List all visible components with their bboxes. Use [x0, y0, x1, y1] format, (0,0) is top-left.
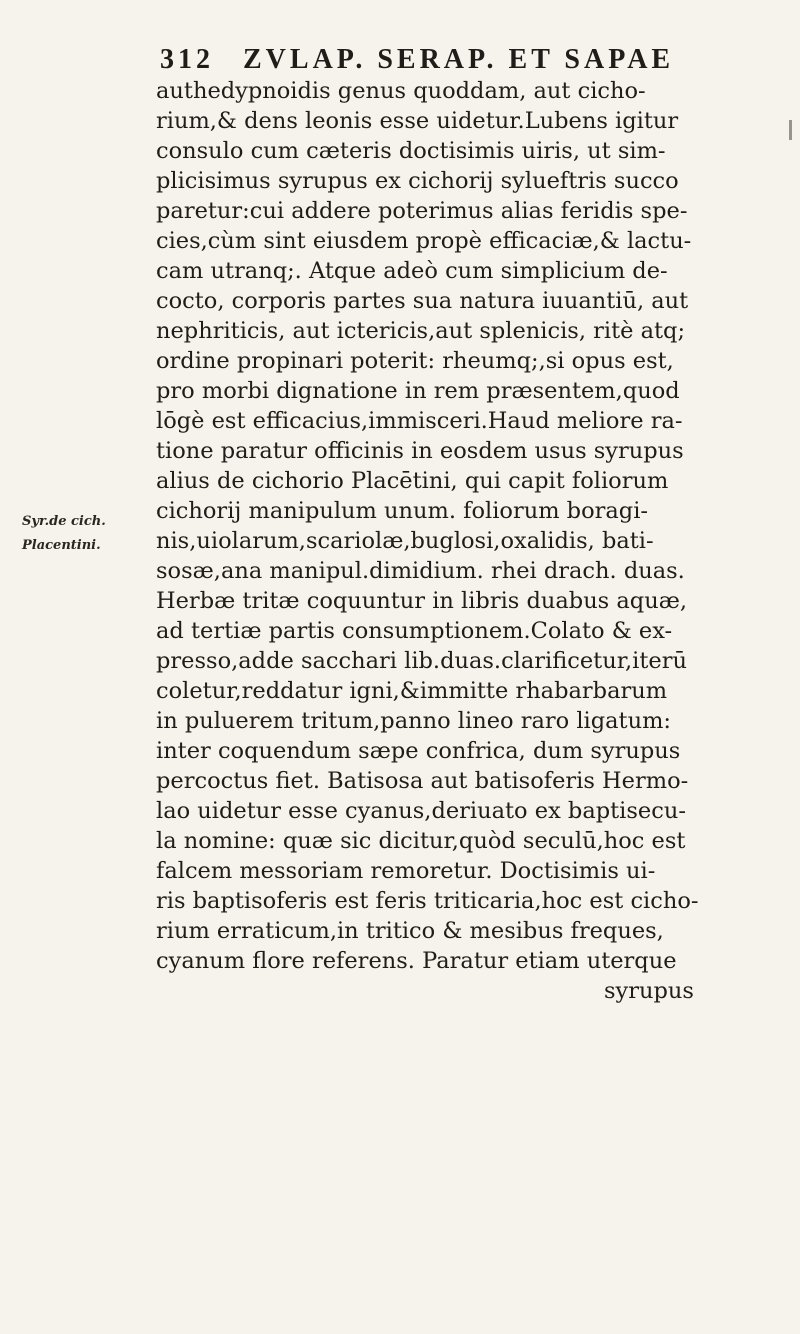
margin-note-placentini: Placentini.: [22, 538, 101, 553]
text-line: lao uidetur esse cyanus,deriuato ex baptisecu-: [156, 798, 686, 824]
text-line: sosæ,ana manipul.dimidium. rhei drach. duas.: [156, 558, 685, 584]
text-line: falcem messoriam remoretur. Doctisimis ui-: [156, 858, 656, 884]
running-title: ZVLAP. SERAP. ET SAPAE: [243, 44, 675, 75]
text-line: ordine propinari poterit: rheumq;,si opus est,: [156, 348, 674, 374]
text-line: cichorij manipulum unum. foliorum boragi-: [156, 498, 649, 524]
text-line: nephriticis, aut ictericis,aut splenicis, ritè atq;: [156, 318, 686, 344]
text-line: rium erraticum,in tritico & mesibus freques,: [156, 918, 664, 944]
text-line: inter coquendum sæpe confrica, dum syrupus: [156, 738, 681, 764]
text-line: cam utranq;. Atque adeò cum simplicium de-: [156, 258, 668, 284]
text-line: Herbæ tritæ coquuntur in libris duabus aquæ,: [156, 588, 687, 614]
text-line: in puluerem tritum,panno lineo raro ligatum:: [156, 708, 671, 734]
text-line: cies,cùm sint eiusdem propè efficaciæ,& lactu-: [156, 228, 692, 254]
text-line: pro morbi dignatione in rem præsentem,quod: [156, 378, 680, 404]
text-line: percoctus fiet. Batisosa aut batisoferis Hermo-: [156, 768, 689, 794]
text-line: authedypnoidis genus quoddam, aut cicho-: [156, 78, 646, 104]
text-line: cocto, corporis partes sua natura iuuantiū, aut: [156, 288, 689, 314]
text-line: coletur,reddatur igni,&immitte rhabarbarum: [156, 678, 668, 704]
text-line: paretur:cui addere poterimus alias feridis spe-: [156, 198, 688, 224]
page-number: 312: [160, 44, 214, 75]
text-line: lōgè est efficacius,immisceri.Haud meliore ra-: [156, 408, 683, 434]
text-line: nis,uiolarum,scariolæ,buglosi,oxalidis, bati-: [156, 528, 654, 554]
text-line: consulo cum cæteris doctisimis uiris, ut sim-: [156, 138, 666, 164]
body-text: [156, 76, 768, 1006]
text-line: rium,& dens leonis esse uidetur.Lubens igitur: [156, 108, 679, 134]
catchword: syrupus: [604, 978, 694, 1004]
text-line: alius de cichorio Placētini, qui capit foliorum: [156, 468, 669, 494]
text-line: plicisimus syrupus ex cichorij sylueftris succo: [156, 168, 679, 194]
text-line: ris baptisoferis est feris triticaria,hoc est cicho-: [156, 888, 699, 914]
text-line: ad tertiæ partis consumptionem.Colato & ex-: [156, 618, 673, 644]
text-line: cyanum flore referens. Paratur etiam uterque: [156, 948, 677, 974]
page-edge-mark: [789, 120, 792, 140]
text-line: tione paratur officinis in eosdem usus syrupus: [156, 438, 684, 464]
text-line: presso,adde sacchari lib.duas.clarificetur,iterū: [156, 648, 687, 674]
margin-note-syrup: Syr.de cich.: [22, 514, 106, 529]
text-line: la nomine: quæ sic dicitur,quòd seculū,hoc est: [156, 828, 686, 854]
